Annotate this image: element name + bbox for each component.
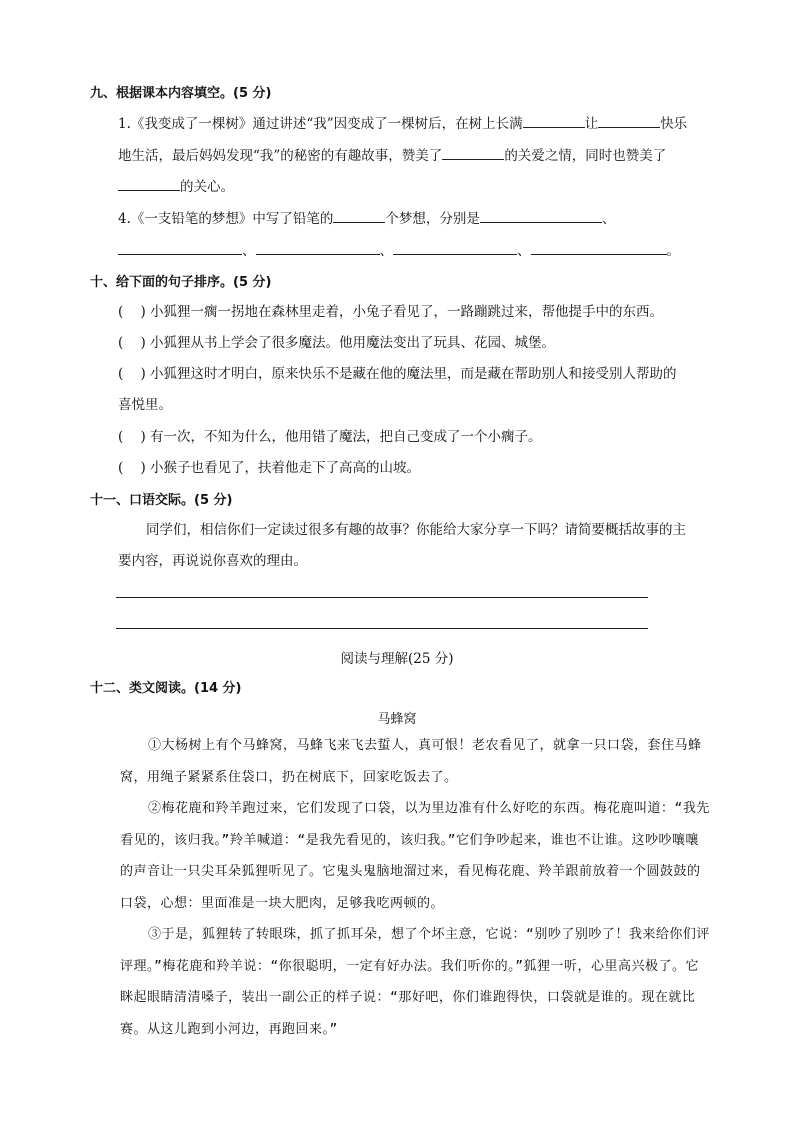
q1-line2 xyxy=(118,145,666,166)
sort-paren-2[interactable]: ( ) xyxy=(118,335,146,351)
oral-prompt-line2: 要内容，再说说你喜欢的理由。 xyxy=(118,553,307,569)
oral-prompt-line1: 同学们，相信你们一定读过很多有趣的故事？你能给大家分享一下吗？请简要概括故事的主 xyxy=(146,522,686,538)
sort-paren-4[interactable]: ( ) xyxy=(118,429,146,445)
q1-text-c: 快乐 xyxy=(660,116,688,132)
q4-text-c: 、 xyxy=(601,211,616,227)
q4-line2 xyxy=(118,240,680,261)
sort-text-3: 小狐狸这时才明白，原来快乐不是藏在他的魔法里，而是藏在帮助别人和接受别人帮助的 xyxy=(150,366,677,382)
sort-paren-3[interactable]: ( ) xyxy=(118,366,146,382)
q4-sep-3: 、 xyxy=(517,243,531,259)
q4-blank-count[interactable] xyxy=(333,208,385,223)
q4-text-b: 个梦想，分别是 xyxy=(385,211,480,227)
q1-blank-2[interactable] xyxy=(598,113,660,128)
q1-text-a: 1.《我变成了一棵树》通过讲述“我”因变成了一棵树后，在树上长满 xyxy=(118,116,523,132)
section10-title: 十、给下面的句子排序。(5 分) xyxy=(90,275,272,290)
q4-sep-1: 、 xyxy=(242,243,256,259)
q1-text-e: 的关爱之情，同时也赞美了 xyxy=(504,148,667,164)
section9-title: 九、根据课本内容填空。(5 分) xyxy=(90,86,272,101)
q1-text-b: 让 xyxy=(584,116,599,132)
q4-text-a: 4.《一支铅笔的梦想》中写了铅笔的 xyxy=(118,211,334,227)
sort-item-1 xyxy=(118,302,663,322)
reading-section-header: 阅读与理解(25 分) xyxy=(340,651,454,667)
q4-blank-1[interactable] xyxy=(480,208,602,223)
story-title: 马蜂窝 xyxy=(377,712,417,727)
q4-line1 xyxy=(118,208,615,229)
sort-item-2 xyxy=(118,333,555,353)
q1-text-f: 的关心。 xyxy=(180,179,234,195)
answer-line-2[interactable] xyxy=(116,628,648,629)
q1-blank-1[interactable] xyxy=(523,113,585,128)
sort-item-3 xyxy=(118,364,677,384)
sort-text-4: 有一次，不知为什么，他用错了魔法，把自己变成了一个小瘸子。 xyxy=(150,429,542,445)
q4-blank-3[interactable] xyxy=(256,240,380,255)
section11-title: 十一、口语交际。(5 分) xyxy=(90,493,233,508)
q4-blank-2[interactable] xyxy=(118,240,242,255)
answer-line-1[interactable] xyxy=(116,597,648,598)
q1-blank-3[interactable] xyxy=(442,145,504,160)
q4-blank-4[interactable] xyxy=(393,240,517,255)
q1-line3 xyxy=(118,176,234,197)
section12-title: 十二、类文阅读。(14 分) xyxy=(90,681,242,696)
sort-item-3-cont: 喜悦里。 xyxy=(118,397,172,413)
q1-line1 xyxy=(118,113,687,134)
story-paragraph-1: ①大杨树上有个马蜂窝，马蜂飞来飞去蜇人，真可恨！老农看见了，就拿一只口袋，套住马蜂窝，用绳子紧紧系住袋口，扔在树底下，回家吃饭去了。 xyxy=(120,738,702,785)
sort-text-2: 小狐狸从书上学会了很多魔法。他用魔法变出了玩具、花园、城堡。 xyxy=(150,335,555,351)
sort-item-4 xyxy=(118,427,542,447)
q4-blank-5[interactable] xyxy=(531,240,667,255)
q1-text-d: 地生活，最后妈妈发现“我”的秘密的有趣故事，赞美了 xyxy=(118,148,443,164)
story-body xyxy=(120,730,710,1045)
sort-item-5 xyxy=(118,458,420,478)
q1-blank-4[interactable] xyxy=(118,176,180,191)
sort-text-5: 小猴子也看见了，扶着他走下了高高的山坡。 xyxy=(150,460,420,476)
sort-paren-5[interactable]: ( ) xyxy=(118,460,146,476)
sort-paren-1[interactable]: ( ) xyxy=(118,304,146,320)
q4-sep-2: 、 xyxy=(379,243,393,259)
q4-end: 。 xyxy=(666,243,680,259)
sort-text-1: 小狐狸一瘸一拐地在森林里走着，小兔子看见了，一路蹦跳过来，帮他提手中的东西。 xyxy=(150,304,663,320)
story-paragraph-3: ③于是，狐狸转了转眼珠，抓了抓耳朵，想了个坏主意，它说：“别吵了别吵了！我来给你们评评理。”梅花鹿和羚羊说：“你很聪明，一定有好办法。我们听你的。”狐狸一听，心里高兴极了。它眯起眼睛清清嗓子，装出一副公正的样子说：“那好吧，你们谁跑得快，口袋就是谁的。现在就比赛。从这儿跑到小河边，再跑回来。” xyxy=(120,927,710,1037)
story-paragraph-2: ②梅花鹿和羚羊跑过来，它们发现了口袋，以为里边准有什么好吃的东西。梅花鹿叫道：“我先看见的，该归我。”羚羊喊道：“是我先看见的，该归我。”它们争吵起来，谁也不让谁。这吵吵嚷嚷的声音让一只尖耳朵狐狸听见了。它鬼头鬼脑地溜过来，看见梅花鹿、羚羊跟前放着一个圆鼓鼓的口袋，心想：里面准是一块大肥肉，足够我吃两顿的。 xyxy=(120,801,710,911)
